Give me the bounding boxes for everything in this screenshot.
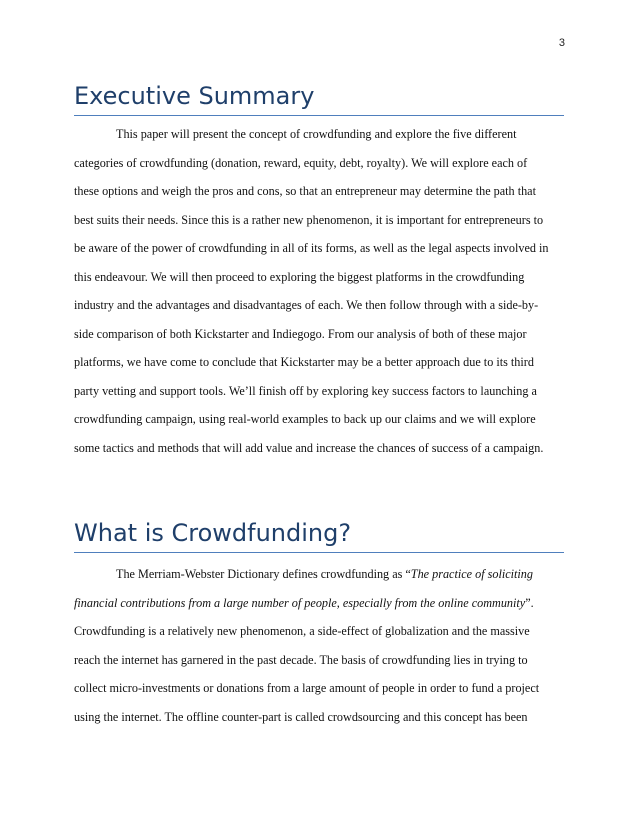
definition-quote-end: financial contributions from a large number of people, especially from the online community	[74, 595, 526, 610]
definition-quote-close: ”.	[525, 595, 534, 610]
paragraph-line: industry and the advantages and disadvantages of each. We then follow through with a side-by-	[74, 298, 539, 312]
paragraph-line: be aware of the power of crowdfunding in all of its forms, as well as the legal aspects involved in	[74, 241, 549, 255]
paragraph-line: categories of crowdfunding (donation, reward, equity, debt, royalty). We will explore each of	[74, 155, 528, 170]
paragraph-line	[74, 589, 566, 618]
paragraph-line: best suits their needs. Since this is a rather new phenomenon, it is important for entrepreneurs to	[74, 212, 544, 227]
section-heading-what-is-crowdfunding: What is Crowdfunding?	[74, 518, 564, 553]
paragraph-line: platforms, we have come to conclude that Kickstarter may be a better approach due to its third	[74, 355, 534, 369]
paragraph-line: reach the internet has garnered in the past decade. The basis of crowdfunding lies in trying to	[74, 652, 528, 667]
paragraph-line: this endeavour. We will then proceed to exploring the biggest platforms in the crowdfunding	[74, 269, 525, 284]
executive-summary-paragraph	[74, 120, 566, 462]
paragraph-line: using the internet. The offline counter-part is called crowdsourcing and this concept has been	[74, 709, 528, 724]
paragraph-line: party vetting and support tools. We’ll finish off by exploring key success factors to launching a	[74, 383, 537, 398]
page-number: 3	[558, 37, 565, 49]
paragraph-line: side comparison of both Kickstarter and Indiegogo. From our analysis of both of these major	[74, 326, 527, 341]
paragraph-line: collect micro-investments or donations from a large amount of people in order to fund a project	[74, 681, 540, 695]
section-heading-executive-summary: Executive Summary	[74, 81, 564, 116]
paragraph-line: these options and weigh the pros and cons, so that an entrepreneur may determine the path that	[74, 184, 536, 198]
paragraph-line: some tactics and methods that will add value and increase the chances of success of a campaign.	[74, 440, 544, 455]
definition-quote-start: The practice of soliciting	[410, 567, 533, 581]
paragraph-line: This paper will present the concept of crowdfunding and explore the five different	[116, 127, 517, 141]
paragraph-line: Crowdfunding is a relatively new phenomenon, a side-effect of globalization and the massive	[74, 624, 530, 638]
paragraph-line: crowdfunding campaign, using real-world examples to back up our claims and we will explore	[74, 412, 536, 426]
what-is-crowdfunding-paragraph	[74, 560, 566, 731]
paragraph-line	[74, 560, 566, 589]
definition-intro: The Merriam-Webster Dictionary defines crowdfunding as “	[116, 567, 411, 581]
